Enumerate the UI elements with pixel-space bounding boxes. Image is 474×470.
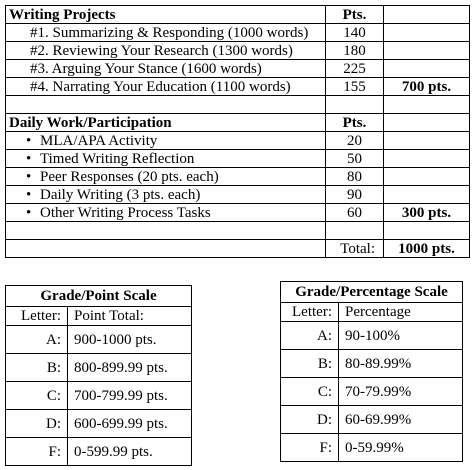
activity-pts: 50 <box>326 150 384 168</box>
table-row <box>6 204 470 222</box>
table-row <box>6 150 470 168</box>
daily-header-row <box>6 114 470 132</box>
point-scale-title: Grade/Point Scale <box>6 286 192 307</box>
daily-subtotal: 300 pts. <box>384 204 470 222</box>
bullet-icon: • <box>26 204 32 221</box>
letter-heading: Letter: <box>281 303 339 322</box>
grade-letter: C: <box>6 382 68 410</box>
spacer-row <box>6 96 470 114</box>
table-row <box>6 438 192 466</box>
writing-subtotal: 700 pts. <box>384 78 470 96</box>
project-label: #1. Summarizing & Responding (1000 words) <box>6 24 326 42</box>
empty-cell <box>384 186 470 204</box>
table-row <box>281 434 463 462</box>
empty-cell <box>6 222 326 240</box>
empty-cell <box>384 42 470 60</box>
project-pts: 180 <box>326 42 384 60</box>
table-row <box>6 24 470 42</box>
table-row <box>6 326 192 354</box>
grade-range: 0-59.99% <box>339 434 463 462</box>
table-row <box>281 378 463 406</box>
table-row <box>6 42 470 60</box>
total-row <box>6 240 470 258</box>
grade-letter: F: <box>6 438 68 466</box>
grade-letter: F: <box>281 434 339 462</box>
activity-pts: 20 <box>326 132 384 150</box>
activity-text: Peer Responses (20 pts. each) <box>40 168 219 185</box>
grade-letter: B: <box>281 350 339 378</box>
grade-range: 600-699.99 pts. <box>68 410 192 438</box>
percentage-heading: Percentage <box>339 303 463 322</box>
table-row <box>6 410 192 438</box>
empty-cell <box>6 240 326 258</box>
project-pts: 155 <box>326 78 384 96</box>
bullet-icon: • <box>26 168 32 185</box>
writing-header-row <box>6 6 470 24</box>
grade-range: 800-899.99 pts. <box>68 354 192 382</box>
empty-cell <box>384 6 470 24</box>
total-label: Total: <box>326 240 384 258</box>
grade-range: 60-69.99% <box>339 406 463 434</box>
activity-label <box>6 186 326 204</box>
spacer-row <box>6 222 470 240</box>
project-label: #3. Arguing Your Stance (1600 words) <box>6 60 326 78</box>
activity-label <box>6 150 326 168</box>
grade-range: 70-79.99% <box>339 378 463 406</box>
points-table <box>5 5 470 258</box>
table-row <box>6 168 470 186</box>
grade-point-scale <box>5 285 192 466</box>
empty-cell <box>384 60 470 78</box>
activity-text: Timed Writing Reflection <box>40 150 195 167</box>
table-row <box>6 60 470 78</box>
empty-cell <box>384 132 470 150</box>
bullet-icon: • <box>26 150 32 167</box>
grade-percentage-scale <box>280 281 463 462</box>
project-pts: 225 <box>326 60 384 78</box>
activity-text: Other Writing Process Tasks <box>40 204 211 221</box>
grade-letter: C: <box>281 378 339 406</box>
activity-label <box>6 168 326 186</box>
project-label: #2. Reviewing Your Research (1300 words) <box>6 42 326 60</box>
grade-letter: A: <box>281 322 339 350</box>
letter-heading: Letter: <box>6 307 68 326</box>
bullet-icon: • <box>26 132 32 149</box>
activity-label <box>6 204 326 222</box>
table-row <box>6 186 470 204</box>
activity-label <box>6 132 326 150</box>
grade-range: 90-100% <box>339 322 463 350</box>
table-row <box>6 382 192 410</box>
point-total-heading: Point Total: <box>68 307 192 326</box>
grade-letter: B: <box>6 354 68 382</box>
grand-total-value: 1000 pts. <box>384 240 470 258</box>
activity-text: MLA/APA Activity <box>40 132 158 149</box>
table-row <box>6 78 470 96</box>
daily-pts-heading: Pts. <box>326 114 384 132</box>
activity-pts: 60 <box>326 204 384 222</box>
table-row <box>281 350 463 378</box>
activity-text: Daily Writing (3 pts. each) <box>40 186 201 203</box>
empty-cell <box>326 96 384 114</box>
grade-range: 80-89.99% <box>339 350 463 378</box>
empty-cell <box>6 96 326 114</box>
empty-cell <box>384 150 470 168</box>
project-pts: 140 <box>326 24 384 42</box>
percentage-scale-title: Grade/Percentage Scale <box>281 282 463 303</box>
empty-cell <box>384 96 470 114</box>
grade-range: 0-599.99 pts. <box>68 438 192 466</box>
empty-cell <box>384 168 470 186</box>
table-row <box>6 354 192 382</box>
bullet-icon: • <box>26 186 32 203</box>
table-row <box>281 406 463 434</box>
grade-range: 900-1000 pts. <box>68 326 192 354</box>
empty-cell <box>384 24 470 42</box>
table-row <box>281 322 463 350</box>
project-label: #4. Narrating Your Education (1100 words) <box>6 78 326 96</box>
empty-cell <box>384 114 470 132</box>
table-row <box>6 132 470 150</box>
grade-letter: A: <box>6 326 68 354</box>
activity-pts: 90 <box>326 186 384 204</box>
grade-letter: D: <box>6 410 68 438</box>
grade-range: 700-799.99 pts. <box>68 382 192 410</box>
writing-projects-heading: Writing Projects <box>6 6 326 24</box>
empty-cell <box>384 222 470 240</box>
activity-pts: 80 <box>326 168 384 186</box>
empty-cell <box>326 222 384 240</box>
writing-pts-heading: Pts. <box>326 6 384 24</box>
daily-work-heading: Daily Work/Participation <box>6 114 326 132</box>
grade-letter: D: <box>281 406 339 434</box>
